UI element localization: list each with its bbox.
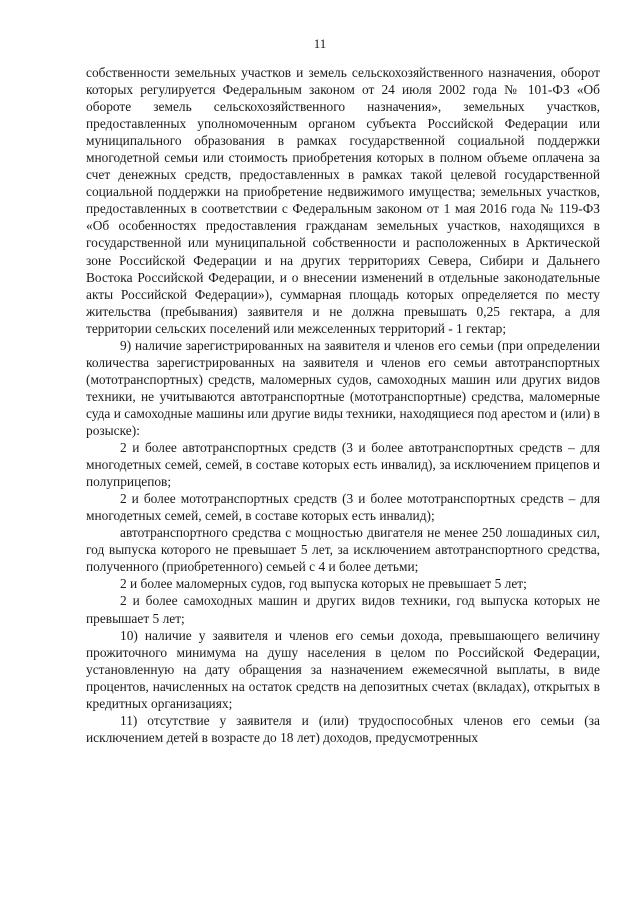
paragraph-motorcycles: 2 и более мототранспортных средств (3 и более мототранспортных средств – для многодетных семей, семей, в составе которых есть инвалид); bbox=[86, 491, 600, 524]
paragraph-self-propelled-machines: 2 и более самоходных машин и других видов техники, год выпуска которых не превышает 5 лет; bbox=[86, 593, 600, 626]
paragraph-item-11-no-income: 11) отсутствие у заявителя и (или) трудоспособных членов его семьи (за исключением детей в возрасте до 18 лет) доходов, предусмотренных bbox=[86, 712, 600, 745]
body-text bbox=[86, 64, 600, 746]
paragraph-motor-vehicles: 2 и более автотранспортных средств (3 и более автотранспортных средств – для многодетных семей, семей, в составе которых есть инвалид), за исключением прицепов и полуприцепов; bbox=[86, 440, 600, 490]
paragraph-high-power-vehicle: автотранспортного средства с мощностью двигателя не менее 250 лошадиных сил, год выпуска которого не превышает 5 лет, за исключением автотранспортного средства, полученного (приобретенного) семьей с 4 и более детьми; bbox=[86, 525, 600, 575]
page-number: 11 bbox=[313, 36, 327, 51]
paragraph-item-10-deposit-income: 10) наличие у заявителя и членов его семьи дохода, превышающего величину прожиточного минимума на душу населения в целом по Российской Федерации, установленную на дату обращения за назначением ежемесячной выплаты, в виде процентов, начисленных на остаток средств на депозитных счетах (вкладах), открытых в кредитных организациях; bbox=[86, 627, 600, 711]
paragraph-land-plots: собственности земельных участков и земель сельскохозяйственного назначения, оборот которых регулируется Федеральным законом от 24 июля 2002 года № 101-ФЗ «Об обороте земель сельскохозяйственного назначения», земельных участков, предоставленных уполномоченным органом субъекта Российской Федерации или муниципального образования в рамках государственной социальной поддержки многодетной семьи или стоимость приобретения которых в полном объеме оплачена за счет денежных средств, предоставленных в рамках такой целевой государственной социальной поддержки на приобретение недвижимого имущества; земельных участков, предоставленных в соответствии с Федеральным законом от 1 мая 2016 года № 119-ФЗ «Об особенностях предоставления гражданам земельных участков, находящихся в государственной или муниципальной собственности и расположенных в Арктической зоне Российской Федерации и на других территориях Севера, Сибири и Дальнего Востока Российской Федерации, и о внесении изменений в отдельные законодательные акты Российской Федерации»), суммарная площадь которых определяется по месту жительства (пребывания) заявителя и не должна превышать 0,25 гектара, а для территории сельских поселений или межселенных территорий - 1 гектар; bbox=[86, 65, 600, 336]
paragraph-item-9-vehicles: 9) наличие зарегистрированных на заявителя и членов его семьи (при определении количества зарегистрированных на заявителя и членов его семьи автотранспортных (мототранспортных) средств, маломерных судов, самоходных машин или других видов техники, не учитываются автотранспортные (мототранспортные) средства, маломерные суда и самоходные машины или другие виды техники, находящиеся под арестом и (или) в розыске): bbox=[86, 337, 600, 438]
paragraph-small-vessels: 2 и более маломерных судов, год выпуска которых не превышает 5 лет; bbox=[120, 576, 527, 592]
